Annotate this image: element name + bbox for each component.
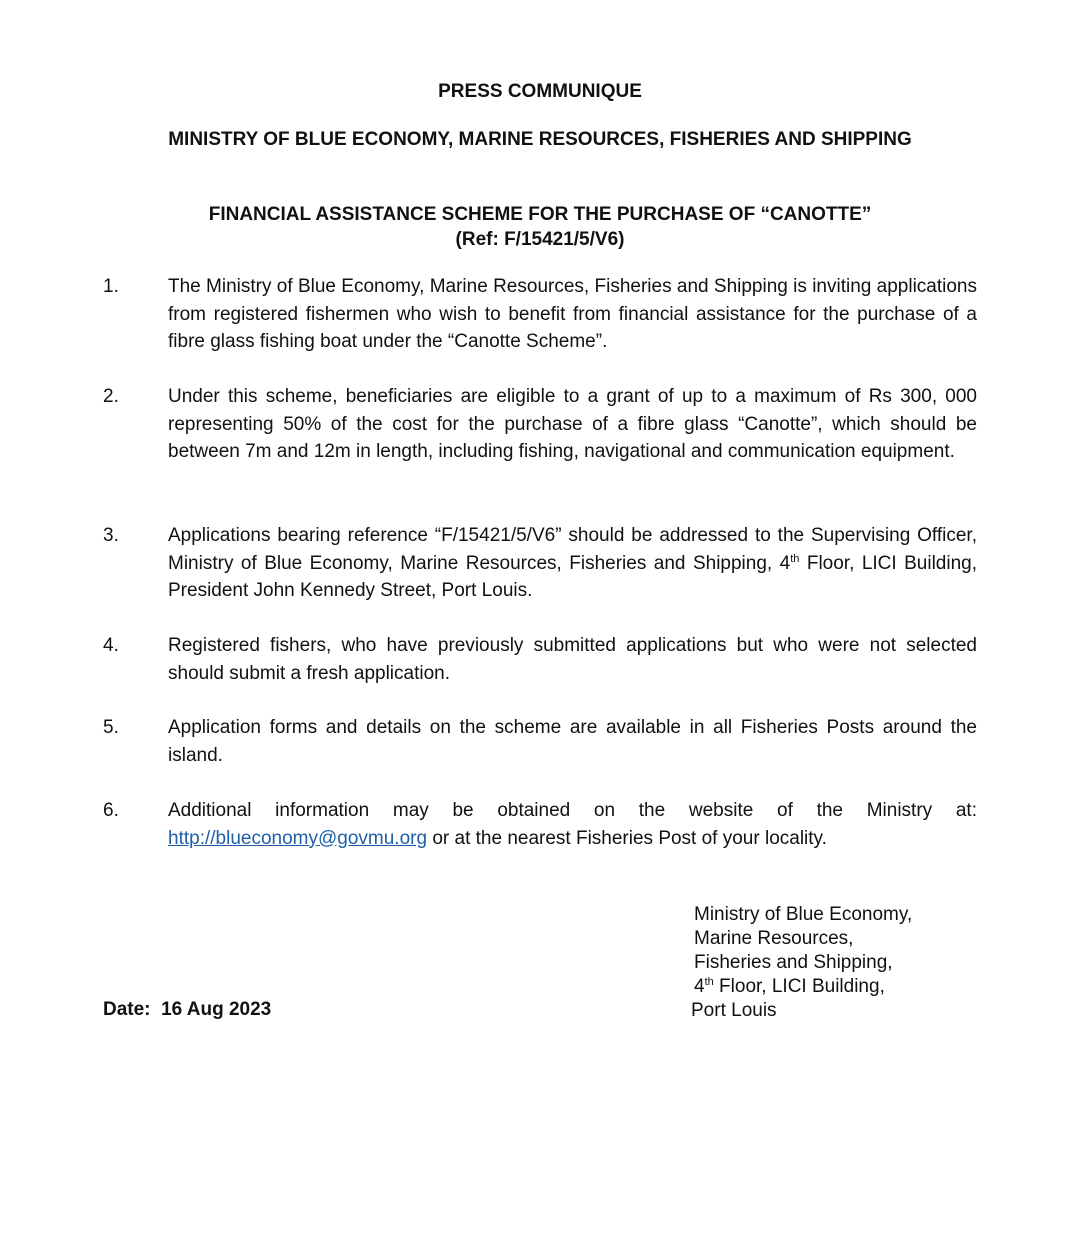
signature-line: Port Louis	[691, 1000, 777, 1021]
paragraph-number: 6.	[103, 800, 119, 821]
paragraph-text: The Ministry of Blue Economy, Marine Resources, Fisheries and Shipping is inviting applications from registered fishermen who wish to benefit from financial assistance for the purchase of a fibre glass fishing boat under the “Canotte Scheme”.	[168, 276, 977, 352]
paragraph-text: Application forms and details on the scheme are available in all Fisheries Posts around the island.	[168, 717, 977, 766]
signature-text: 4	[694, 976, 705, 997]
signature-line	[694, 975, 912, 999]
paragraph-text: Under this scheme, beneficiaries are eligible to a grant of up to a maximum of Rs 300, 000 representing 50% of the cost for the purchase of a fibre glass “Canotte”, which should be between 7m and 12m in length, including fishing, navigational and communication equipment.	[168, 386, 977, 462]
paragraph-number: 2.	[103, 386, 119, 407]
scheme-title: FINANCIAL ASSISTANCE SCHEME FOR THE PURCHASE OF “CANOTTE”	[208, 204, 872, 225]
superscript: th	[704, 976, 714, 988]
paragraph-text	[168, 797, 977, 852]
communique-date: Date: 16 Aug 2023	[103, 999, 272, 1020]
paragraph-number: 5.	[103, 717, 119, 738]
paragraph-text-part: Floor, LICI Building, President John Kennedy Street, Port Louis.	[168, 552, 977, 601]
paragraph-number: 1.	[103, 276, 119, 297]
superscript: th	[790, 552, 800, 565]
paragraph-text-part: Applications bearing reference “F/15421/5/V6” should be addressed to the Supervising Officer, Ministry of Blue Economy, Marine Resources, Fisheries and Shipping, 4	[168, 525, 977, 574]
paragraph-text-part: or at the nearest Fisheries Post of your locality.	[427, 827, 827, 849]
paragraph-number: 3.	[103, 525, 119, 546]
press-communique-title: PRESS COMMUNIQUE	[438, 81, 642, 102]
reference-number: (Ref: F/15421/5/V6)	[455, 229, 625, 250]
ministry-website-link[interactable]: http://blueconomy@govmu.org	[168, 827, 428, 849]
signature-line: Ministry of Blue Economy,	[694, 904, 913, 925]
paragraph-text-part: Additional information may be obtained on the website of the Ministry at:	[168, 800, 977, 821]
signature-line: Fisheries and Shipping,	[694, 952, 893, 973]
signature-text: Floor, LICI Building,	[713, 976, 885, 997]
signature-block	[691, 903, 913, 1023]
signature-line: Marine Resources,	[694, 928, 854, 949]
paragraph-number: 4.	[103, 635, 119, 656]
paragraph-text: Registered fishers, who have previously submitted applications but who were not selected should submit a fresh application.	[168, 635, 977, 684]
paragraph-text	[168, 522, 977, 605]
ministry-heading: MINISTRY OF BLUE ECONOMY, MARINE RESOURCES, FISHERIES AND SHIPPING	[168, 129, 912, 150]
